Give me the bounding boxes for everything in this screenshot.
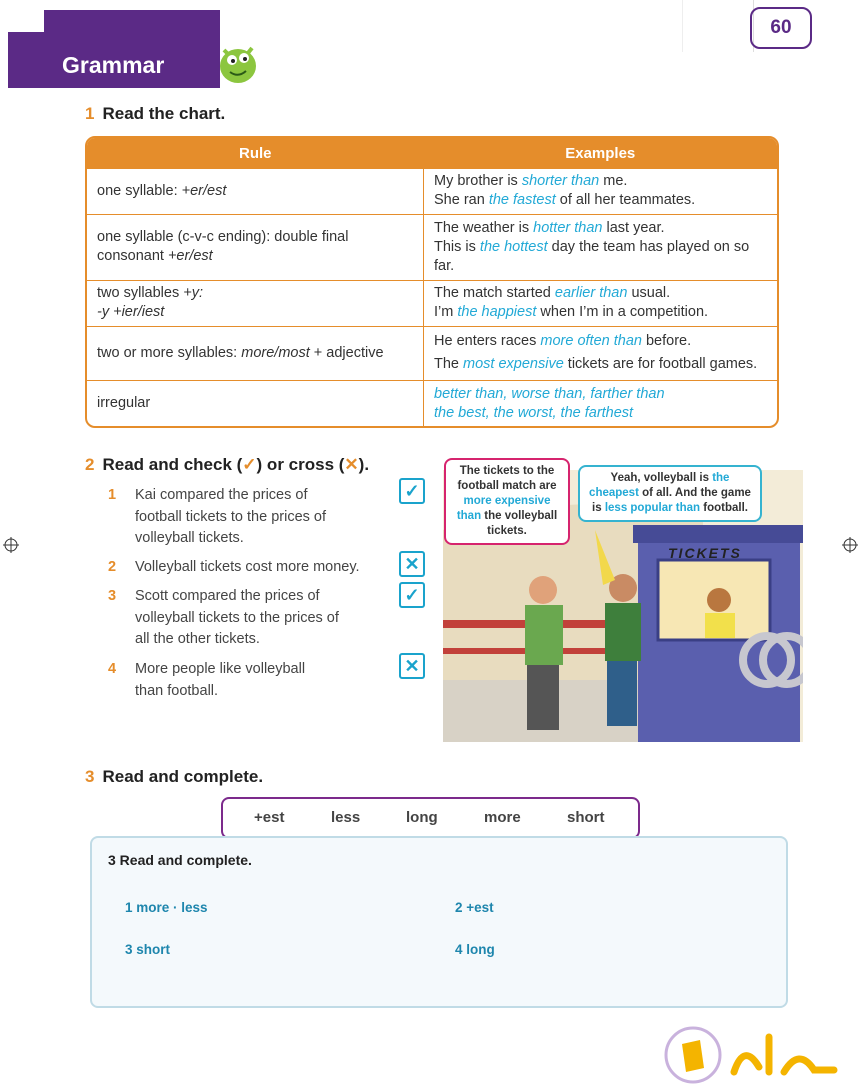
list-item: 2 Volleyball tickets cost more money. bbox=[108, 559, 360, 575]
answer-item: 4 long bbox=[455, 942, 495, 957]
registration-mark-icon bbox=[842, 537, 858, 553]
speech-bubble: The tickets to the football match are more expensive than the volleyball tickets. bbox=[444, 458, 570, 545]
col-header-rule: Rule bbox=[87, 138, 424, 169]
monster-mascot-icon bbox=[212, 40, 264, 88]
word-bank-item: +est bbox=[254, 809, 285, 826]
word-bank-item: less bbox=[331, 809, 361, 826]
section2-heading: 2 Read and check (✓) or cross (✕). bbox=[85, 455, 370, 474]
check-mark-icon: ✓ bbox=[242, 455, 257, 474]
section3-heading: 3 Read and complete. bbox=[85, 767, 264, 786]
registration-mark-icon bbox=[3, 537, 19, 553]
table-row: one syllable (c-v-c ending): double final consonant +er/est The weather is hotter than last year. This is the hottest day the team has played on so far. bbox=[87, 214, 777, 280]
section-number: 1 bbox=[85, 104, 95, 123]
page-number: 60 bbox=[750, 7, 812, 49]
grammar-chart bbox=[85, 136, 779, 428]
cross-box[interactable]: ✕ bbox=[399, 653, 425, 679]
answer-item: 1 more · less bbox=[125, 900, 208, 915]
list-item: 4 More people like volleyball than football. bbox=[108, 661, 306, 699]
cross-box[interactable]: ✕ bbox=[399, 551, 425, 577]
table-row: one syllable: +er/est My brother is shorter than me. She ran the fastest of all her teammates. bbox=[87, 169, 777, 215]
section1-heading: 1 Read the chart. bbox=[85, 104, 226, 123]
cross-mark-icon: ✕ bbox=[344, 455, 359, 474]
section-title: Grammar bbox=[62, 52, 165, 78]
speech-bubble: Yeah, volleyball is the cheapest of all. And the game is less popular than football. bbox=[578, 465, 762, 522]
list-item: 3 Scott compared the prices of volleyball tickets to the prices of all the other tickets. bbox=[108, 588, 339, 647]
table-row: irregular better than, worse than, farther than the best, the worst, the farthest bbox=[87, 381, 777, 426]
answer-title: 3 Read and complete. bbox=[108, 852, 252, 868]
answer-item: 3 short bbox=[125, 942, 171, 957]
list-item: 1 Kai compared the prices of football tickets to the prices of volleyball tickets. bbox=[108, 487, 327, 546]
word-bank-item: short bbox=[567, 809, 605, 826]
word-bank-item: long bbox=[406, 809, 438, 826]
col-header-examples: Examples bbox=[424, 138, 778, 169]
table-row: two or more syllables: more/most + adjective He enters races more often than before. The most expensive tickets are for football games. bbox=[87, 326, 777, 380]
word-bank-item: more bbox=[484, 809, 521, 826]
booth-sign: TICKETS bbox=[668, 545, 742, 561]
answer-item: 2 +est bbox=[455, 900, 494, 915]
check-box[interactable]: ✓ bbox=[399, 582, 425, 608]
table-row: two syllables +y: -y +ier/iest The match started earlier than usual. I’m the happiest when I’m in a competition. bbox=[87, 280, 777, 326]
watermark-logo-icon bbox=[664, 1022, 844, 1088]
corner-tab bbox=[682, 0, 754, 52]
check-box[interactable]: ✓ bbox=[399, 478, 425, 504]
